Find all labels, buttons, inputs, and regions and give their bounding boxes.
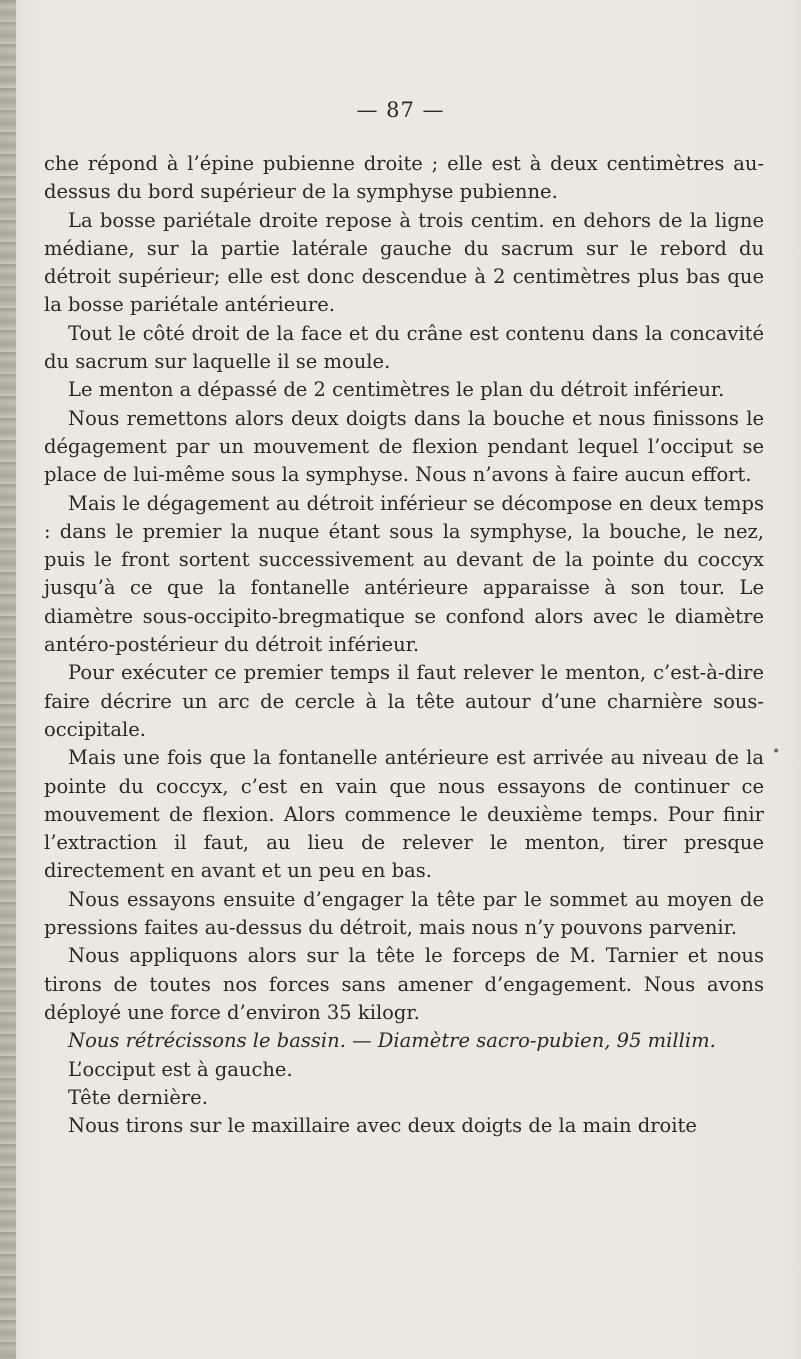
short-line: Tête dernière. <box>68 1085 208 1109</box>
short-line: L’occiput est à gauche. <box>68 1057 293 1081</box>
body-text <box>44 150 764 1140</box>
short-line: Nous tirons sur le maxillaire avec deux doigts de la main droite <box>68 1114 697 1138</box>
paragraph: Mais le dégagement au détroit inférieur se décompose en deux temps : dans le premier la nuque étant sous la symphyse, la bouche, le nez, puis le front sortent successivement au devant de la pointe du coccyx jusqu’à ce que la fontanelle antérieure apparaisse à son tour. Le diamètre sous-occipito-bregmatique se confond alors avec le diamètre antéro-postérieur du détroit inférieur. <box>44 491 764 657</box>
page-binding-edge <box>0 0 16 1359</box>
paragraph: La bosse pariétale droite repose à trois centim. en dehors de la ligne médiane, sur la partie latérale gauche du sacrum sur le rebord du détroit supérieur; elle est donc descendue à 2 centimètres plus bas que la bosse pariétale antérieure. <box>44 208 764 317</box>
print-speck-icon: • <box>772 744 781 760</box>
paragraph: Nous remettons alors deux doigts dans la bouche et nous finissons le dégagement par un mouvement de flexion pendant lequel l’occiput se place de lui-même sous la symphyse. Nous n’avons à faire aucun effort. <box>44 406 764 487</box>
paragraph: Tout le côté droit de la face et du crâne est contenu dans la concavité du sacrum sur laquelle il se moule. <box>44 321 764 374</box>
paragraph: Mais une fois que la fontanelle antérieure est arrivée au niveau de la pointe du coccyx, c’est en vain que nous essayons de continuer ce mouvement de flexion. Alors commence le deuxième temps. Pour finir l’extraction il faut, au lieu de relever le menton, tirer presque directement en avant et un peu en bas. <box>44 746 764 883</box>
italic-note: Nous rétrécissons le bassin. — Diamètre sacro-pubien, 95 millim. <box>68 1029 716 1053</box>
paragraph: che répond à l’épine pubienne droite ; elle est à deux centimètres au-dessus du bord supérieur de la symphyse pubienne. <box>44 152 764 204</box>
page-number: — 87 — <box>356 98 445 122</box>
paragraph: Pour exécuter ce premier temps il faut relever le menton, c’est-à-dire faire décrire un arc de cercle à la tête autour d’une charnière sous-occipitale. <box>44 661 764 741</box>
paragraph: Le menton a dépassé de 2 centimètres le plan du détroit inférieur. <box>68 378 725 402</box>
paragraph: Nous appliquons alors sur la tête le forceps de M. Tarnier et nous tirons de toutes nos forces sans amener d’engagement. Nous avons déployé une force d’environ 35 kilogr. <box>44 944 764 1024</box>
paragraph: Nous essayons ensuite d’engager la tête par le sommet au moyen de pressions faites au-dessus du détroit, mais nous n’y pouvons parvenir. <box>44 887 764 940</box>
